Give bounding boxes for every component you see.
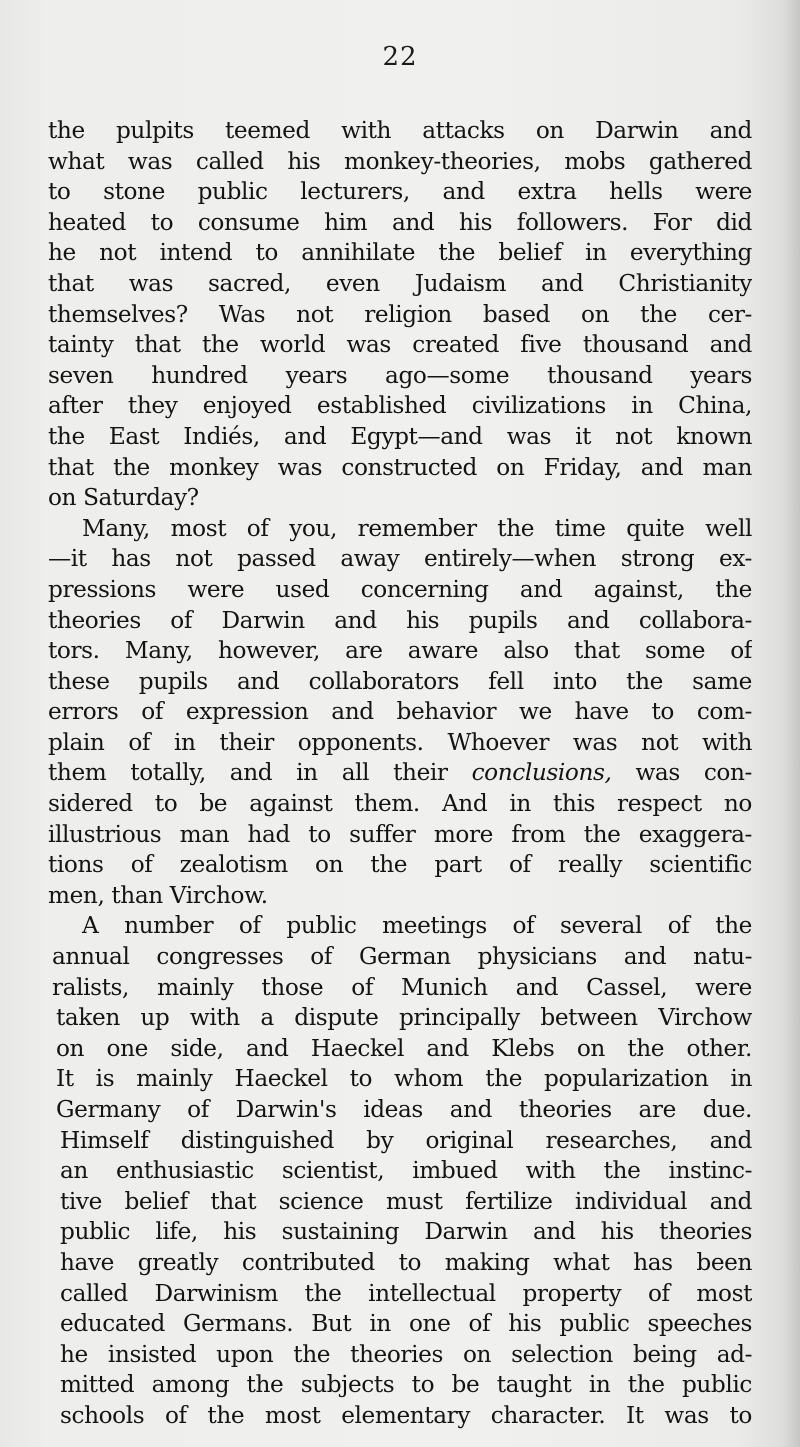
text-line: tions of zealotism on the part of really scientific [48, 851, 752, 879]
text-line: seven hundred years ago—some thousand years [48, 361, 752, 389]
text-line: he insisted upon the theories on selection being ad- [60, 1340, 752, 1368]
text-line: educated Germans. But in one of his public speeches [60, 1310, 752, 1338]
body-text [48, 116, 752, 1432]
page-edge-shadow [782, 0, 800, 1447]
text-line: tainty that the world was created five thousand and [48, 331, 752, 359]
text-line: men, than Virchow. [48, 881, 268, 909]
text-line: Himself distinguished by original researches, and [60, 1126, 752, 1154]
page-number: 22 [382, 42, 418, 72]
text-line: he not intend to annihilate the belief in everything [48, 239, 752, 267]
text-line: mitted among the subjects to be taught in the public [60, 1371, 752, 1399]
text-line: to stone public lecturers, and extra hells were [48, 178, 752, 206]
text-line: Many, most of you, remember the time quite well [82, 514, 752, 542]
text-line: tive belief that science must fertilize individual and [60, 1187, 752, 1215]
text-segment: them totally, and in all their [48, 759, 448, 787]
text-line: themselves? Was not religion based on the cer- [48, 300, 752, 328]
text-line: plain of in their opponents. Whoever was not with [48, 728, 752, 756]
text-line: tors. Many, however, are aware also that some of [48, 637, 752, 665]
text-line: taken up with a dispute principally between Virchow [56, 1004, 752, 1032]
text-line: that was sacred, even Judaism and Christianity [48, 269, 752, 297]
text-line: public life, his sustaining Darwin and his theories [60, 1218, 752, 1246]
text-line: that the monkey was constructed on Friday, and man [48, 453, 752, 481]
text-line: errors of expression and behavior we have to com- [48, 698, 752, 726]
text-line-mixed [48, 758, 752, 789]
text-line: after they enjoyed established civilizations in China, [48, 392, 752, 420]
text-line: pressions were used concerning and against, the [48, 575, 752, 603]
text-line: on one side, and Haeckel and Klebs on the other. [56, 1034, 752, 1062]
text-line: called Darwinism the intellectual property of most [60, 1279, 752, 1307]
text-line: sidered to be against them. And in this respect no [48, 790, 752, 818]
text-line: an enthusiastic scientist, imbued with the instinc- [60, 1157, 752, 1185]
text-line: theories of Darwin and his pupils and collabora- [48, 606, 752, 634]
text-line: Germany of Darwin's ideas and theories are due. [56, 1096, 752, 1123]
text-line: these pupils and collaborators fell into the same [48, 667, 752, 695]
text-line: the pulpits teemed with attacks on Darwin and [48, 117, 752, 144]
text-segment: was con- [635, 759, 752, 787]
text-line: the East Indiés, and Egypt—and was it not known [48, 422, 752, 450]
text-line: illustrious man had to suffer more from the exaggera- [48, 820, 752, 848]
text-line: A number of public meetings of several of the [82, 912, 752, 940]
text-line: schools of the most elementary character. It was to [60, 1401, 752, 1429]
text-line: ralists, mainly those of Munich and Cassel, were [52, 973, 752, 1001]
text-line: It is mainly Haeckel to whom the popularization in [56, 1065, 752, 1093]
text-line: heated to consume him and his followers. For did [48, 208, 752, 236]
text-line: on Saturday? [48, 484, 199, 512]
text-line: —it has not passed away entirely—when strong ex- [48, 545, 752, 573]
text-line: annual congresses of German physicians and natu- [52, 943, 752, 971]
italic-text: conclusions, [471, 759, 612, 787]
text-line: have greatly contributed to making what has been [60, 1248, 752, 1276]
text-line: what was called his monkey-theories, mobs gathered [48, 147, 752, 175]
